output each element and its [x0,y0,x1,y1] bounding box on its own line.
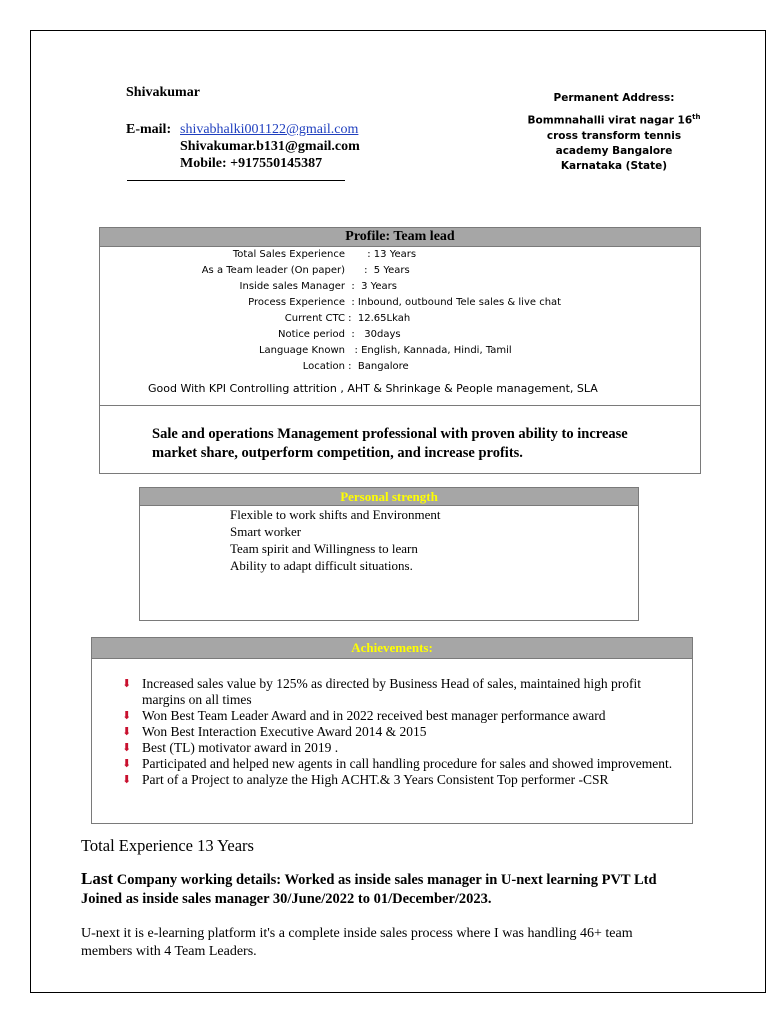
address-line-1: Bommnahalli virat nagar 16th [527,113,701,127]
unext-description: U-next it is e-learning platform it's a complete inside sales process where I was handling 46+ team members with 4 Team Leaders. [81,926,633,959]
strength-section [139,487,639,621]
profile-section [99,227,701,474]
profile-details [100,247,700,375]
list-item: Ability to adapt difficult situations. [230,558,413,573]
permanent-address [501,91,727,174]
profile-row: Language Known : English, Kannada, Hindi, Tamil [258,345,512,356]
list-item: Smart worker [230,524,302,539]
achievements-title: Achievements: [92,638,692,659]
profile-row: Location : Bangalore [302,361,409,372]
list-item: Team spirit and Willingness to learn [230,541,418,556]
strength-title: Personal strength [140,488,638,506]
list-item: ⬇ Increased sales value by 125% as directed by Business Head of sales, maintained high profit margins on all times [122,676,641,707]
resume-page [30,30,766,993]
address-title: Permanent Address: [553,92,675,104]
email-link[interactable]: shivabhalki001122@gmail.com [180,122,359,137]
list-item: ⬇ Participated and helped new agents in call handling procedure for sales and showed improvement. [122,756,673,771]
address-line-4: Karnataka (State) [560,159,668,172]
profile-row: Inside sales Manager : 3 Years [239,281,398,292]
down-arrow-bullet-icon: ⬇ [122,758,132,770]
profile-row: Total Sales Experience : 13 Years [232,249,417,260]
list-item: ⬇ Part of a Project to analyze the High ACHT.& 3 Years Consistent Top performer -CSR [122,772,609,787]
kpi-line: Good With KPI Controlling attrition , AHT & Shrinkage & People management, SLA [148,382,598,395]
last-company-details: Last Company working details: Worked as inside sales manager in U-next learning PVT Ltd Joined as inside sales manager 30/June/2022 to 01/December/2023. [81,869,657,907]
profile-row: As a Team leader (On paper) : 5 Years [201,265,410,276]
profile-divider [100,405,700,406]
mobile-number: Mobile: +917550145387 [180,156,323,171]
professional-summary: Sale and operations Management professional with proven ability to increase market share, outperform competition, and increase profits. [152,426,628,461]
profile-row: Notice period : 30days [278,329,401,340]
list-item: Flexible to work shifts and Environment [230,507,441,522]
candidate-name: Shivakumar [126,85,200,100]
list-item: ⬇ Won Best Team Leader Award and in 2022 received best manager performance award [122,708,606,723]
strength-list [230,506,441,574]
header-divider [127,180,345,181]
achievements-section [91,637,693,824]
down-arrow-bullet-icon: ⬇ [122,742,132,754]
list-item: ⬇ Won Best Interaction Executive Award 2014 & 2015 [122,724,427,739]
down-arrow-bullet-icon: ⬇ [122,710,132,722]
email-label: E-mail: [126,122,172,137]
down-arrow-bullet-icon: ⬇ [122,726,132,738]
down-arrow-bullet-icon: ⬇ [122,678,132,690]
address-line-3: academy Bangalore [555,144,673,157]
profile-title: Profile: Team lead [100,228,700,247]
achievements-list [122,676,682,788]
list-item: ⬇ Best (TL) motivator award in 2019 . [122,740,339,755]
profile-row: Current CTC : 12.65Lkah [284,313,411,324]
address-line-2: cross transform tennis [546,129,682,142]
email-secondary: Shivakumar.b131@gmail.com [180,139,360,154]
contact-block [126,121,360,172]
total-experience: Total Experience 13 Years [81,836,254,855]
profile-row: Process Experience : Inbound, outbound Tele sales & live chat [248,297,562,308]
down-arrow-bullet-icon: ⬇ [122,774,132,786]
